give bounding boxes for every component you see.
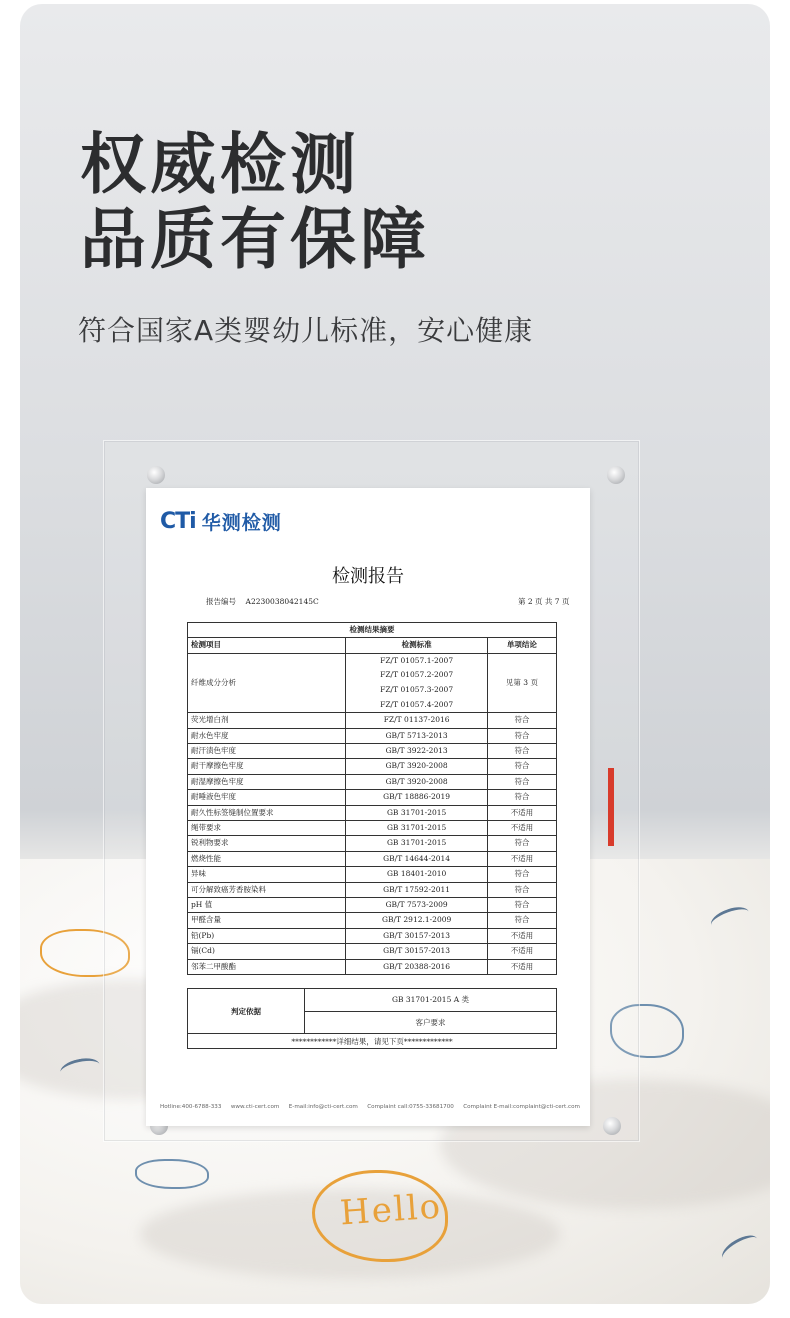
judgement-basis-table — [187, 988, 557, 1049]
bird-doodle — [718, 1230, 762, 1266]
standard-cell: GB/T 14644-2014 — [346, 851, 488, 866]
result-cell: 符合 — [487, 744, 556, 759]
results-summary-table — [187, 622, 557, 975]
result-cell: 符合 — [487, 790, 556, 805]
cti-logo — [160, 508, 282, 535]
standard-cell: GB 31701-2015 — [346, 821, 488, 836]
result-cell: 符合 — [487, 913, 556, 928]
logo-name: 华测检测 — [201, 512, 282, 534]
standard-cell: GB/T 18886-2019 — [346, 790, 488, 805]
footer-complaint-email: Complaint E-mail:complaint@cti-cert.com — [463, 1104, 580, 1110]
column-header: 单项结论 — [487, 638, 556, 653]
item-cell: 绳带要求 — [188, 821, 346, 836]
report-number-value: A2230038042145C — [245, 597, 319, 606]
table-row — [188, 867, 557, 882]
standard-line: FZ/T 01057.2-2007 — [380, 670, 454, 680]
table-row — [188, 836, 557, 851]
standard-cell: GB/T 5713-2013 — [346, 728, 488, 743]
result-cell: 不适用 — [487, 959, 556, 974]
result-cell: 不适用 — [487, 805, 556, 820]
table-row — [188, 944, 557, 959]
footer-website: www.cti-cert.com — [230, 1104, 280, 1110]
item-cell: 燃烧性能 — [188, 851, 346, 866]
table-row — [188, 790, 557, 805]
report-title: 检测报告 — [332, 566, 404, 587]
standard-cell: GB/T 3920-2008 — [346, 759, 488, 774]
red-stamp-edge — [608, 768, 614, 846]
item-cell: 耐久性标签缝制位置要求 — [188, 805, 346, 820]
standard-cell: GB 31701-2015 — [346, 805, 488, 820]
item-cell: 镉(Cd) — [188, 944, 346, 959]
result-cell: 符合 — [487, 882, 556, 897]
report-number — [206, 596, 319, 607]
column-header: 检测项目 — [188, 638, 346, 653]
item-cell: 耐干摩擦色牢度 — [188, 759, 346, 774]
result-cell: 符合 — [487, 728, 556, 743]
standard-cell: GB 31701-2015 — [346, 836, 488, 851]
bird-doodle — [708, 903, 752, 935]
basis-line: 客户要求 — [305, 1011, 557, 1034]
item-cell: 耐水色牢度 — [188, 728, 346, 743]
table-row — [188, 728, 557, 743]
frame-screw-icon — [603, 1117, 621, 1135]
headline-line2: 品质有保障 — [80, 201, 430, 278]
item-cell: 耐唾液色牢度 — [188, 790, 346, 805]
result-cell: 见第 3 页 — [487, 653, 556, 712]
logo-abbr: CTi — [160, 509, 196, 534]
result-cell: 符合 — [487, 867, 556, 882]
item-cell: 锐利物要求 — [188, 836, 346, 851]
result-cell: 符合 — [487, 774, 556, 789]
result-cell: 不适用 — [487, 928, 556, 943]
item-cell: pH 值 — [188, 898, 346, 913]
table-row — [188, 805, 557, 820]
table-row — [188, 713, 557, 728]
frame-screw-icon — [607, 466, 625, 484]
item-cell: 荧光增白剂 — [188, 713, 346, 728]
standard-cell: GB/T 2912.1-2009 — [346, 913, 488, 928]
table-row — [188, 774, 557, 789]
item-cell: 耐汗渍色牢度 — [188, 744, 346, 759]
item-cell: 铅(Pb) — [188, 928, 346, 943]
table-row — [188, 851, 557, 866]
table-row — [188, 821, 557, 836]
table-row — [188, 882, 557, 897]
summary-heading: 检测结果摘要 — [188, 623, 557, 638]
column-header: 检测标准 — [346, 638, 488, 653]
standard-line: FZ/T 01057.3-2007 — [380, 685, 454, 694]
result-cell: 符合 — [487, 836, 556, 851]
table-row — [188, 928, 557, 943]
frame-screw-icon — [147, 466, 165, 484]
result-cell: 不适用 — [487, 851, 556, 866]
standard-cell: GB/T 30157-2013 — [346, 928, 488, 943]
headline-line1: 权威检测 — [80, 126, 360, 203]
standard-cell: GB 18401-2010 — [346, 867, 488, 882]
result-cell: 不适用 — [487, 821, 556, 836]
standard-line: FZ/T 01057.1-2007 — [380, 655, 454, 665]
table-row — [188, 759, 557, 774]
cloud-doodle — [135, 1159, 209, 1189]
result-cell: 符合 — [487, 898, 556, 913]
result-cell: 符合 — [487, 713, 556, 728]
standard-line: FZ/T 01057.4-2007 — [380, 699, 454, 709]
report-footer — [160, 1104, 580, 1110]
standard-cell: GB/T 20388-2016 — [346, 959, 488, 974]
standard-cell: GB/T 30157-2013 — [346, 944, 488, 959]
table-row — [188, 653, 557, 712]
standard-cell: GB/T 17592-2011 — [346, 882, 488, 897]
table-row — [188, 898, 557, 913]
item-cell: 异味 — [188, 867, 346, 882]
result-cell: 符合 — [487, 759, 556, 774]
item-cell: 邻苯二甲酸酯 — [188, 959, 346, 974]
footer-email: E-mail:info@cti-cert.com — [288, 1104, 358, 1110]
subtitle: 符合国家A类婴幼儿标准，安心健康 — [78, 314, 534, 347]
basis-line: GB 31701-2015 A 类 — [305, 989, 557, 1012]
basis-label: 判定依据 — [188, 989, 305, 1034]
item-cell: 耐湿摩擦色牢度 — [188, 774, 346, 789]
result-cell: 不适用 — [487, 944, 556, 959]
page-info: 第 2 页 共 7 页 — [518, 597, 570, 606]
test-report-document — [146, 488, 590, 1126]
detail-note: ************详细结果，请见下页************* — [188, 1034, 557, 1049]
item-cell: 甲醛含量 — [188, 913, 346, 928]
standard-cell — [346, 653, 488, 712]
footer-complaint-call: Complaint call:0755-33681700 — [367, 1104, 454, 1110]
standard-cell: GB/T 3920-2008 — [346, 774, 488, 789]
table-row — [188, 913, 557, 928]
hello-print-text: Hello — [338, 1186, 444, 1234]
item-cell: 纤维成分分析 — [188, 653, 346, 712]
table-row — [188, 744, 557, 759]
item-cell: 可分解致癌芳香胺染料 — [188, 882, 346, 897]
footer-hotline: Hotline:400-6788-333 — [160, 1104, 222, 1110]
standard-cell: GB/T 7573-2009 — [346, 898, 488, 913]
standard-cell: FZ/T 01137-2016 — [346, 713, 488, 728]
table-row — [188, 959, 557, 974]
report-number-label: 报告编号 — [206, 597, 236, 606]
standard-cell: GB/T 3922-2013 — [346, 744, 488, 759]
